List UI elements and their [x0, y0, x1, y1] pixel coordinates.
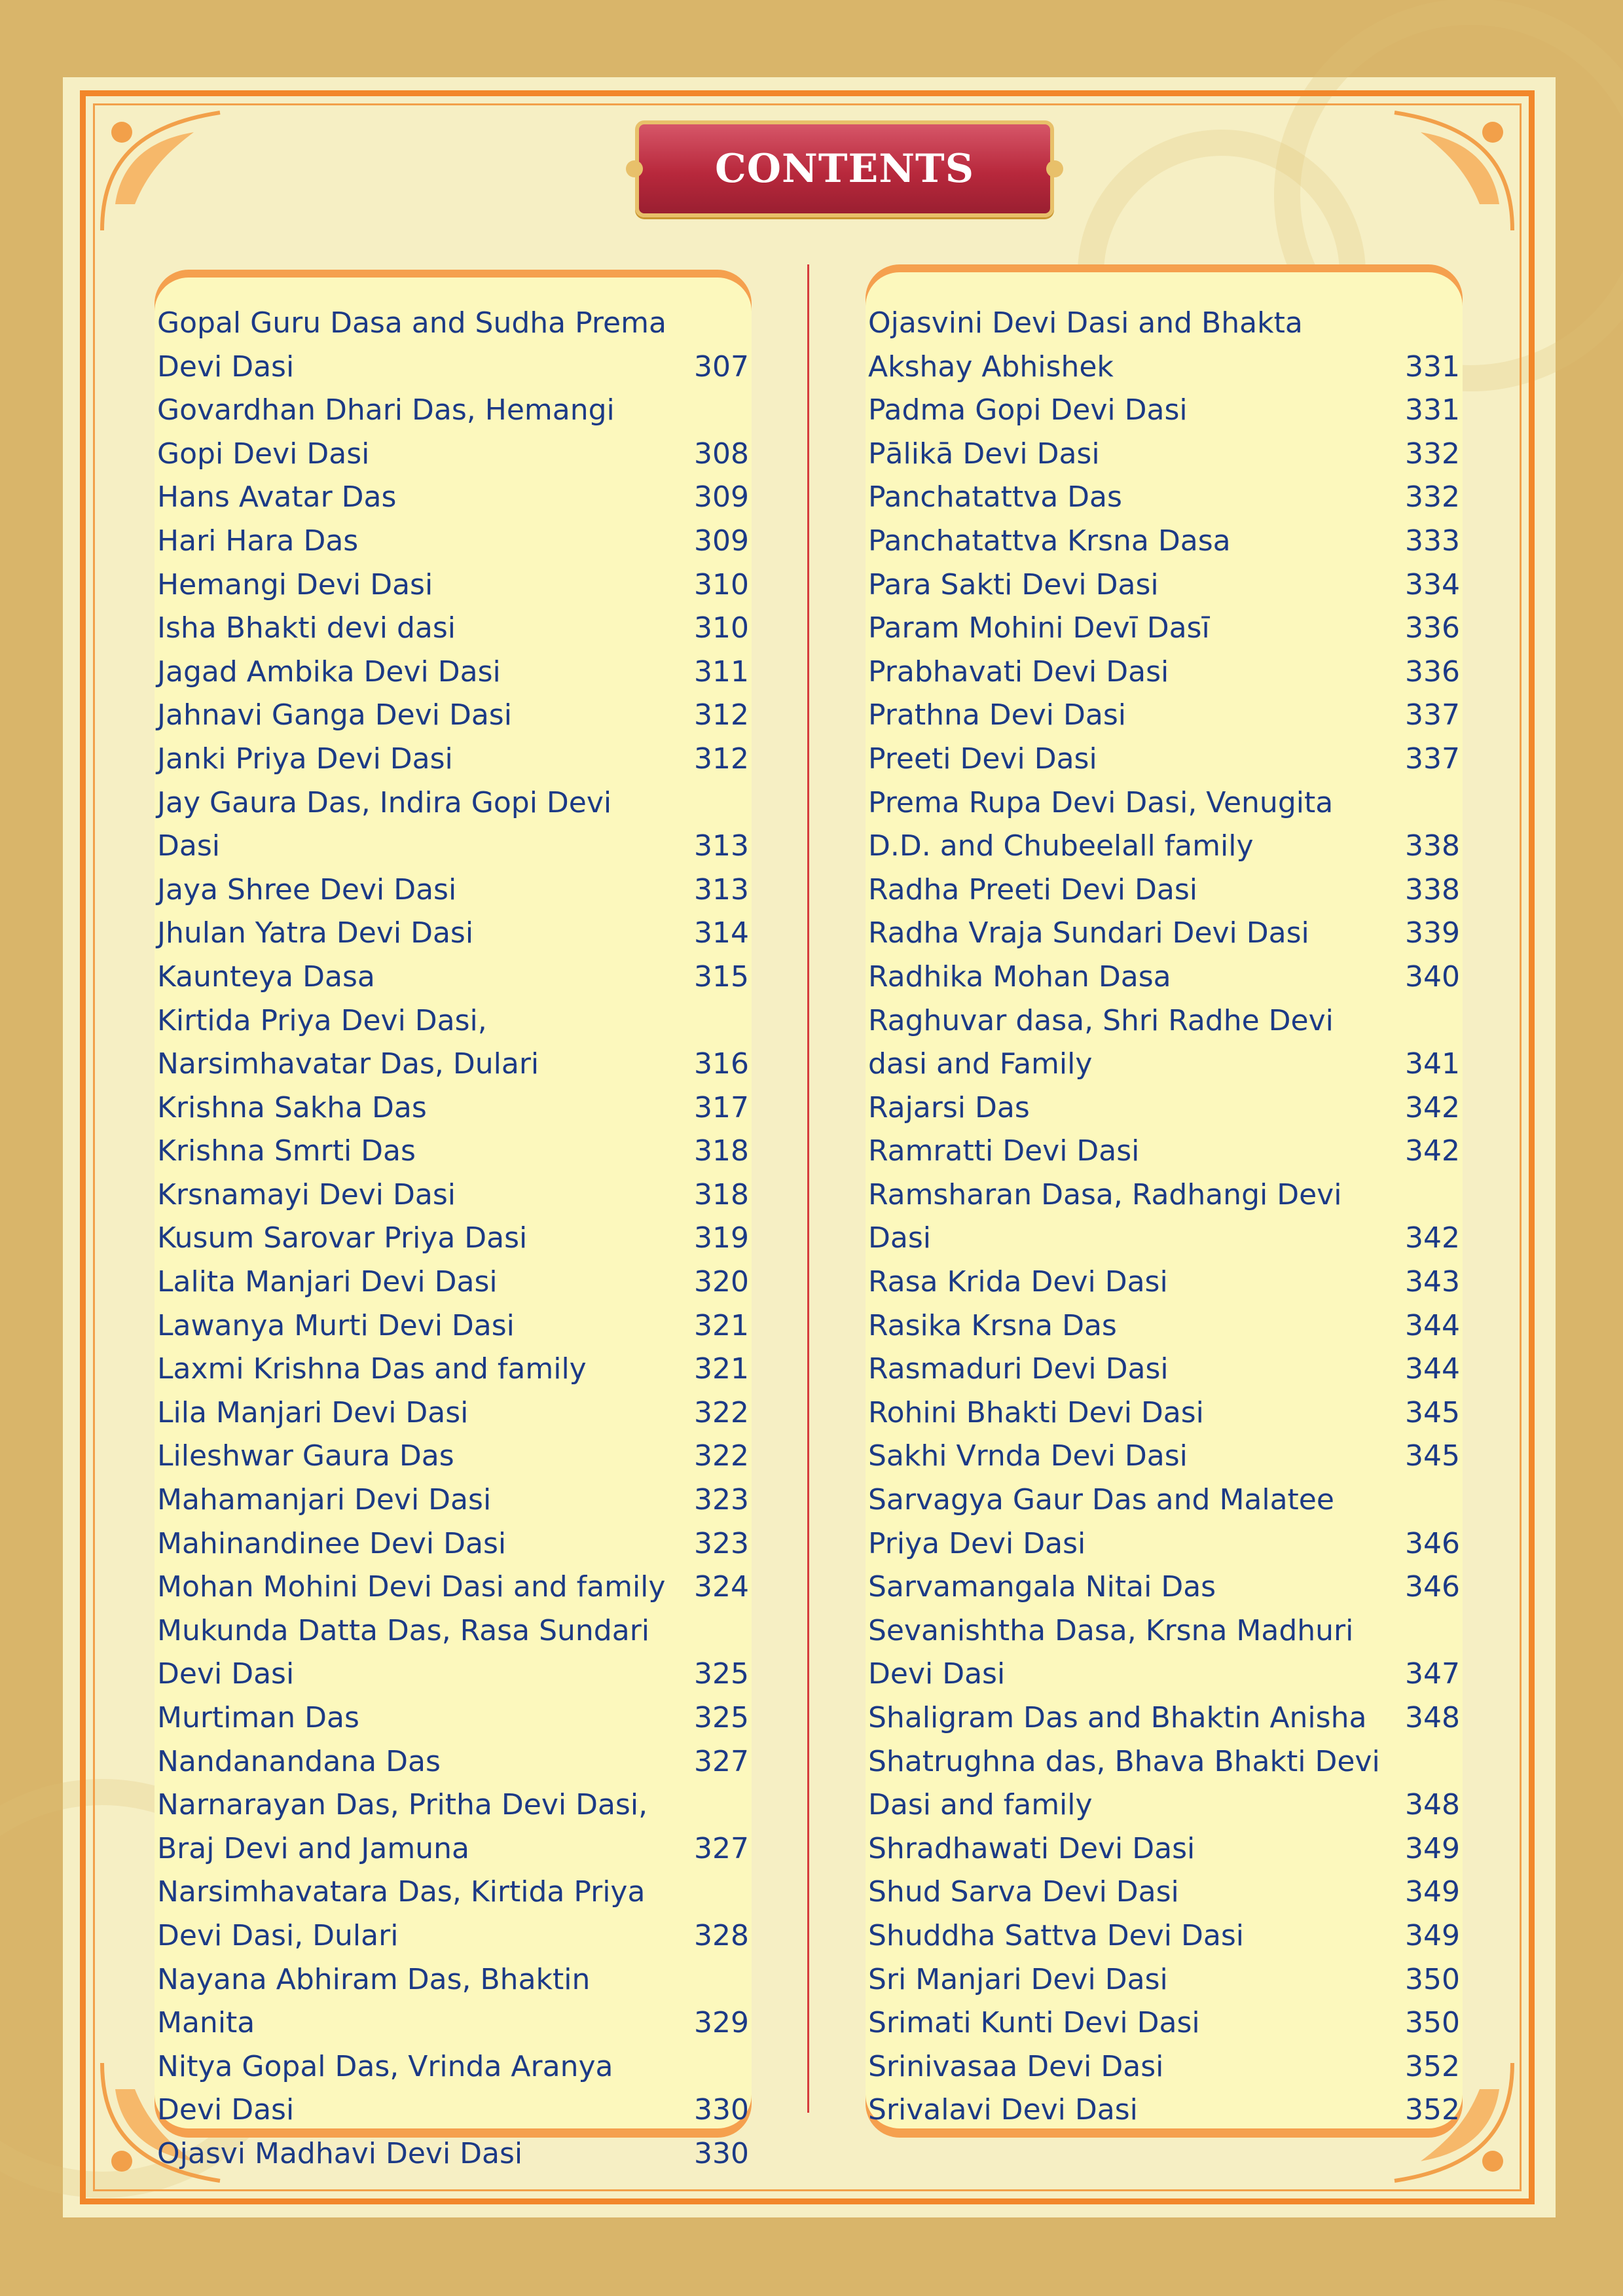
toc-list-left: [157, 302, 749, 2176]
toc-entry-page-number: 321: [694, 1352, 749, 1386]
toc-entry-title: Shuddha Sattva Devi Dasi: [868, 1918, 1244, 1952]
toc-entry: [868, 738, 1460, 781]
toc-entry-page-number: 317: [694, 1090, 749, 1124]
toc-entry: [157, 1609, 749, 1696]
toc-entry-title: Sarvagya Gaur Das and Malatee Priya Devi Dasi: [868, 1483, 1334, 1560]
toc-entry: [157, 1261, 749, 1304]
toc-entry-title: Lalita Manjari Devi Dasi: [157, 1265, 498, 1299]
toc-entry-page-number: 352: [1405, 2093, 1460, 2127]
toc-entry: [157, 738, 749, 781]
toc-entry-title: Shud Sarva Devi Dasi: [868, 1875, 1179, 1909]
toc-entry-title: Mukunda Datta Das, Rasa Sundari Devi Dasi: [157, 1613, 650, 1691]
toc-entry-page-number: 339: [1405, 916, 1460, 950]
toc-entry-title: Preeti Devi Dasi: [868, 742, 1097, 776]
toc-entry-title: Prathna Devi Dasi: [868, 698, 1126, 732]
toc-entry: [157, 1696, 749, 1740]
toc-entry: [868, 476, 1460, 520]
toc-entry: [868, 999, 1460, 1086]
toc-entry-title: Kirtida Priya Devi Dasi, Narsimhavatar Das, Dulari: [157, 1003, 539, 1081]
toc-entry-page-number: 336: [1405, 655, 1460, 689]
toc-entry-page-number: 328: [694, 1918, 749, 1952]
toc-entry-title: Srivalavi Devi Dasi: [868, 2093, 1138, 2127]
toc-entry: [157, 1391, 749, 1435]
toc-entry-page-number: 312: [694, 742, 749, 776]
toc-entry-page-number: 327: [694, 1744, 749, 1778]
toc-entry-title: Krishna Sakha Das: [157, 1090, 427, 1124]
toc-entry-title: Shatrughna das, Bhava Bhakti Devi Dasi and family: [868, 1744, 1380, 1822]
toc-entry: [868, 1304, 1460, 1348]
toc-entry-page-number: 331: [1405, 350, 1460, 384]
toc-entry-title: Hari Hara Das: [157, 524, 359, 558]
toc-entry: [868, 1827, 1460, 1871]
toc-entry: [157, 1871, 749, 1958]
toc-entry: [157, 302, 749, 389]
toc-entry-title: Janki Priya Devi Dasi: [157, 742, 453, 776]
toc-entry-page-number: 323: [694, 1483, 749, 1517]
toc-entry-page-number: 312: [694, 698, 749, 732]
toc-entry-page-number: 331: [1405, 393, 1460, 427]
toc-entry-page-number: 318: [694, 1134, 749, 1168]
toc-entry-title: Jahnavi Ganga Devi Dasi: [157, 698, 512, 732]
toc-entry-title: Narnarayan Das, Pritha Devi Dasi, Braj Devi and Jamuna: [157, 1788, 648, 1865]
toc-entry: [868, 433, 1460, 476]
toc-entry-page-number: 345: [1405, 1439, 1460, 1473]
toc-entry-page-number: 345: [1405, 1395, 1460, 1429]
toc-entry-title: Laxmi Krishna Das and family: [157, 1352, 587, 1386]
toc-entry-page-number: 309: [694, 480, 749, 514]
toc-entry-page-number: 346: [1405, 1570, 1460, 1604]
toc-entry-page-number: 322: [694, 1439, 749, 1473]
toc-entry-page-number: 350: [1405, 1962, 1460, 1996]
toc-entry-page-number: 332: [1405, 480, 1460, 514]
toc-list-right: [868, 302, 1460, 2132]
toc-entry-title: Narsimhavatara Das, Kirtida Priya Devi Dasi, Dulari: [157, 1875, 646, 1952]
toc-entry: [157, 1217, 749, 1261]
toc-entry: [157, 1784, 749, 1871]
toc-entry-title: Radhika Mohan Dasa: [868, 960, 1171, 994]
toc-entry: [868, 564, 1460, 607]
toc-entry: [868, 1914, 1460, 1958]
toc-entry-page-number: 330: [694, 2093, 749, 2127]
toc-entry-title: Ramsharan Dasa, Radhangi Devi Dasi: [868, 1177, 1342, 1255]
toc-entry-page-number: 313: [694, 829, 749, 863]
toc-entry-page-number: 333: [1405, 524, 1460, 558]
toc-entry-page-number: 342: [1405, 1090, 1460, 1124]
toc-entry-page-number: 327: [694, 1831, 749, 1865]
toc-entry: [157, 389, 749, 476]
toc-entry-title: Shradhawati Devi Dasi: [868, 1831, 1195, 1865]
toc-entry-page-number: 308: [694, 437, 749, 471]
toc-entry-page-number: 323: [694, 1526, 749, 1560]
toc-entry: [868, 520, 1460, 564]
toc-entry: [868, 781, 1460, 869]
toc-entry-title: Panchatattva Das: [868, 480, 1122, 514]
toc-entry-title: Gopal Guru Dasa and Sudha Prema Devi Dasi: [157, 306, 666, 384]
toc-entry-title: Kaunteya Dasa: [157, 960, 375, 994]
toc-entry: [157, 781, 749, 869]
toc-entry-title: Ojasvi Madhavi Devi Dasi: [157, 2136, 523, 2170]
toc-entry: [868, 956, 1460, 999]
toc-entry-title: Krishna Smrti Das: [157, 1134, 416, 1168]
toc-entry-page-number: 344: [1405, 1308, 1460, 1342]
toc-entry-title: Panchatattva Krsna Dasa: [868, 524, 1231, 558]
toc-entry: [157, 564, 749, 607]
toc-entry-title: Para Sakti Devi Dasi: [868, 567, 1159, 601]
toc-entry-title: Mahinandinee Devi Dasi: [157, 1526, 507, 1560]
toc-entry: [157, 651, 749, 694]
toc-entry-title: Hans Avatar Das: [157, 480, 397, 514]
toc-entry: [868, 1348, 1460, 1391]
toc-entry: [157, 1348, 749, 1391]
toc-entry-page-number: 342: [1405, 1221, 1460, 1255]
toc-entry: [157, 1479, 749, 1522]
toc-entry: [157, 607, 749, 651]
toc-entry: [157, 694, 749, 738]
toc-entry: [868, 1566, 1460, 1609]
toc-entry: [157, 1740, 749, 1784]
toc-entry-title: Ojasvini Devi Dasi and Bhakta Akshay Abhishek: [868, 306, 1303, 384]
toc-entry-title: Rasmaduri Devi Dasi: [868, 1352, 1169, 1386]
toc-entry-page-number: 320: [694, 1265, 749, 1299]
toc-entry: [868, 1696, 1460, 1740]
toc-entry-title: Jay Gaura Das, Indira Gopi Devi Dasi: [157, 785, 612, 863]
corner-ornament-top-left: [96, 106, 227, 237]
toc-entry-page-number: 319: [694, 1221, 749, 1255]
toc-entry-title: Mahamanjari Devi Dasi: [157, 1483, 492, 1517]
toc-entry-page-number: 338: [1405, 872, 1460, 906]
toc-entry: [157, 1086, 749, 1130]
corner-ornament-top-right: [1388, 106, 1519, 237]
toc-entry-page-number: 342: [1405, 1134, 1460, 1168]
toc-entry: [868, 1435, 1460, 1479]
toc-entry-page-number: 349: [1405, 1918, 1460, 1952]
toc-entry: [868, 1958, 1460, 2002]
toc-entry-title: Rasika Krsna Das: [868, 1308, 1117, 1342]
toc-entry-title: Radha Vraja Sundari Devi Dasi: [868, 916, 1309, 950]
toc-entry-title: Mohan Mohini Devi Dasi and family: [157, 1570, 666, 1604]
toc-entry-page-number: 344: [1405, 1352, 1460, 1386]
toc-entry-title: Raghuvar dasa, Shri Radhe Devi dasi and Family: [868, 1003, 1334, 1081]
toc-entry: [868, 2045, 1460, 2089]
toc-entry-title: Kusum Sarovar Priya Dasi: [157, 1221, 528, 1255]
toc-entry-title: Lila Manjari Devi Dasi: [157, 1395, 469, 1429]
toc-entry-page-number: 310: [694, 567, 749, 601]
toc-entry-title: Sarvamangala Nitai Das: [868, 1570, 1216, 1604]
toc-entry-title: Lileshwar Gaura Das: [157, 1439, 454, 1473]
toc-entry: [868, 1391, 1460, 1435]
toc-entry: [868, 912, 1460, 956]
toc-entry-page-number: 341: [1405, 1047, 1460, 1081]
page-title: CONTENTS: [714, 146, 975, 192]
toc-entry-page-number: 321: [694, 1308, 749, 1342]
toc-entry-title: Sevanishtha Dasa, Krsna Madhuri Devi Dasi: [868, 1613, 1354, 1691]
toc-entry: [157, 999, 749, 1086]
toc-entry-page-number: 330: [694, 2136, 749, 2170]
toc-entry-page-number: 334: [1405, 567, 1460, 601]
toc-entry: [157, 2132, 749, 2176]
toc-entry-page-number: 337: [1405, 698, 1460, 732]
toc-entry-page-number: 336: [1405, 611, 1460, 645]
toc-entry-title: Jhulan Yatra Devi Dasi: [157, 916, 474, 950]
toc-entry: [868, 2089, 1460, 2132]
toc-entry-title: Lawanya Murti Devi Dasi: [157, 1308, 515, 1342]
toc-entry-page-number: 329: [694, 2006, 749, 2040]
toc-entry-title: Nitya Gopal Das, Vrinda Aranya Devi Dasi: [157, 2049, 613, 2127]
toc-entry-title: Prema Rupa Devi Dasi, Venugita D.D. and Chubeelall family: [868, 785, 1334, 863]
toc-entry-title: Nayana Abhiram Das, Bhaktin Manita: [157, 1962, 591, 2040]
toc-entry: [157, 956, 749, 999]
toc-entry-title: Nandanandana Das: [157, 1744, 441, 1778]
toc-entry-title: Prabhavati Devi Dasi: [868, 655, 1169, 689]
toc-entry-page-number: 347: [1405, 1657, 1460, 1691]
toc-entry-title: Param Mohini Devī Dasī: [868, 611, 1210, 645]
toc-entry-title: Sakhi Vrnda Devi Dasi: [868, 1439, 1188, 1473]
toc-entry-page-number: 315: [694, 960, 749, 994]
toc-entry-title: Govardhan Dhari Das, Hemangi Gopi Devi Dasi: [157, 393, 615, 471]
toc-entry-page-number: 325: [694, 1701, 749, 1734]
toc-entry: [868, 869, 1460, 912]
toc-entry: [868, 1479, 1460, 1566]
toc-entry-title: Rajarsi Das: [868, 1090, 1030, 1124]
toc-entry-page-number: 338: [1405, 829, 1460, 863]
toc-entry-page-number: 322: [694, 1395, 749, 1429]
toc-entry: [868, 694, 1460, 738]
toc-entry-page-number: 309: [694, 524, 749, 558]
column-divider: [807, 264, 809, 2113]
toc-entry: [868, 389, 1460, 433]
toc-entry-title: Padma Gopi Devi Dasi: [868, 393, 1188, 427]
toc-entry: [868, 607, 1460, 651]
toc-entry-page-number: 349: [1405, 1875, 1460, 1909]
toc-entry-title: Krsnamayi Devi Dasi: [157, 1177, 456, 1211]
toc-entry-page-number: 313: [694, 872, 749, 906]
toc-entry-title: Srinivasaa Devi Dasi: [868, 2049, 1164, 2083]
toc-entry-page-number: 311: [694, 655, 749, 689]
toc-entry-title: Pālikā Devi Dasi: [868, 437, 1100, 471]
toc-entry: [157, 1130, 749, 1174]
toc-entry-title: Srimati Kunti Devi Dasi: [868, 2006, 1200, 2040]
toc-entry: [868, 1871, 1460, 1914]
toc-entry: [157, 1174, 749, 1217]
toc-entry-page-number: 352: [1405, 2049, 1460, 2083]
toc-entry: [157, 2045, 749, 2132]
toc-entry: [157, 1304, 749, 1348]
toc-entry-page-number: 346: [1405, 1526, 1460, 1560]
toc-entry-page-number: 348: [1405, 1788, 1460, 1822]
toc-entry: [157, 1958, 749, 2045]
toc-entry-title: Ramratti Devi Dasi: [868, 1134, 1140, 1168]
toc-entry: [868, 1609, 1460, 1696]
toc-entry-page-number: 307: [694, 350, 749, 384]
toc-entry-page-number: 325: [694, 1657, 749, 1691]
toc-entry: [157, 520, 749, 564]
toc-entry-title: Jagad Ambika Devi Dasi: [157, 655, 501, 689]
toc-entry-page-number: 340: [1405, 960, 1460, 994]
toc-entry-page-number: 348: [1405, 1701, 1460, 1734]
toc-entry: [157, 1522, 749, 1566]
contents-banner: [635, 120, 1054, 217]
toc-entry-page-number: 310: [694, 611, 749, 645]
toc-entry: [868, 1740, 1460, 1827]
toc-entry: [868, 1086, 1460, 1130]
toc-entry-page-number: 349: [1405, 1831, 1460, 1865]
toc-entry-page-number: 332: [1405, 437, 1460, 471]
toc-entry-title: Radha Preeti Devi Dasi: [868, 872, 1198, 906]
toc-entry-page-number: 318: [694, 1177, 749, 1211]
toc-entry: [868, 302, 1460, 389]
toc-entry-title: Rasa Krida Devi Dasi: [868, 1265, 1168, 1299]
toc-entry-page-number: 350: [1405, 2006, 1460, 2040]
toc-entry-title: Murtiman Das: [157, 1701, 359, 1734]
toc-entry: [868, 1174, 1460, 1261]
toc-entry: [868, 651, 1460, 694]
toc-entry-page-number: 316: [694, 1047, 749, 1081]
toc-entry-page-number: 314: [694, 916, 749, 950]
toc-entry-page-number: 337: [1405, 742, 1460, 776]
toc-entry: [157, 912, 749, 956]
toc-entry-title: Jaya Shree Devi Dasi: [157, 872, 457, 906]
toc-entry-page-number: 324: [694, 1570, 749, 1604]
toc-entry: [157, 1566, 749, 1609]
toc-entry-page-number: 343: [1405, 1265, 1460, 1299]
toc-entry-title: Sri Manjari Devi Dasi: [868, 1962, 1168, 1996]
toc-entry: [157, 476, 749, 520]
toc-entry-title: Rohini Bhakti Devi Dasi: [868, 1395, 1204, 1429]
toc-entry-title: Isha Bhakti devi dasi: [157, 611, 456, 645]
toc-entry: [157, 1435, 749, 1479]
toc-entry-title: Shaligram Das and Bhaktin Anisha: [868, 1701, 1367, 1734]
toc-entry: [868, 1130, 1460, 1174]
toc-entry: [157, 869, 749, 912]
toc-entry: [868, 2001, 1460, 2045]
toc-entry-title: Hemangi Devi Dasi: [157, 567, 433, 601]
toc-entry: [868, 1261, 1460, 1304]
